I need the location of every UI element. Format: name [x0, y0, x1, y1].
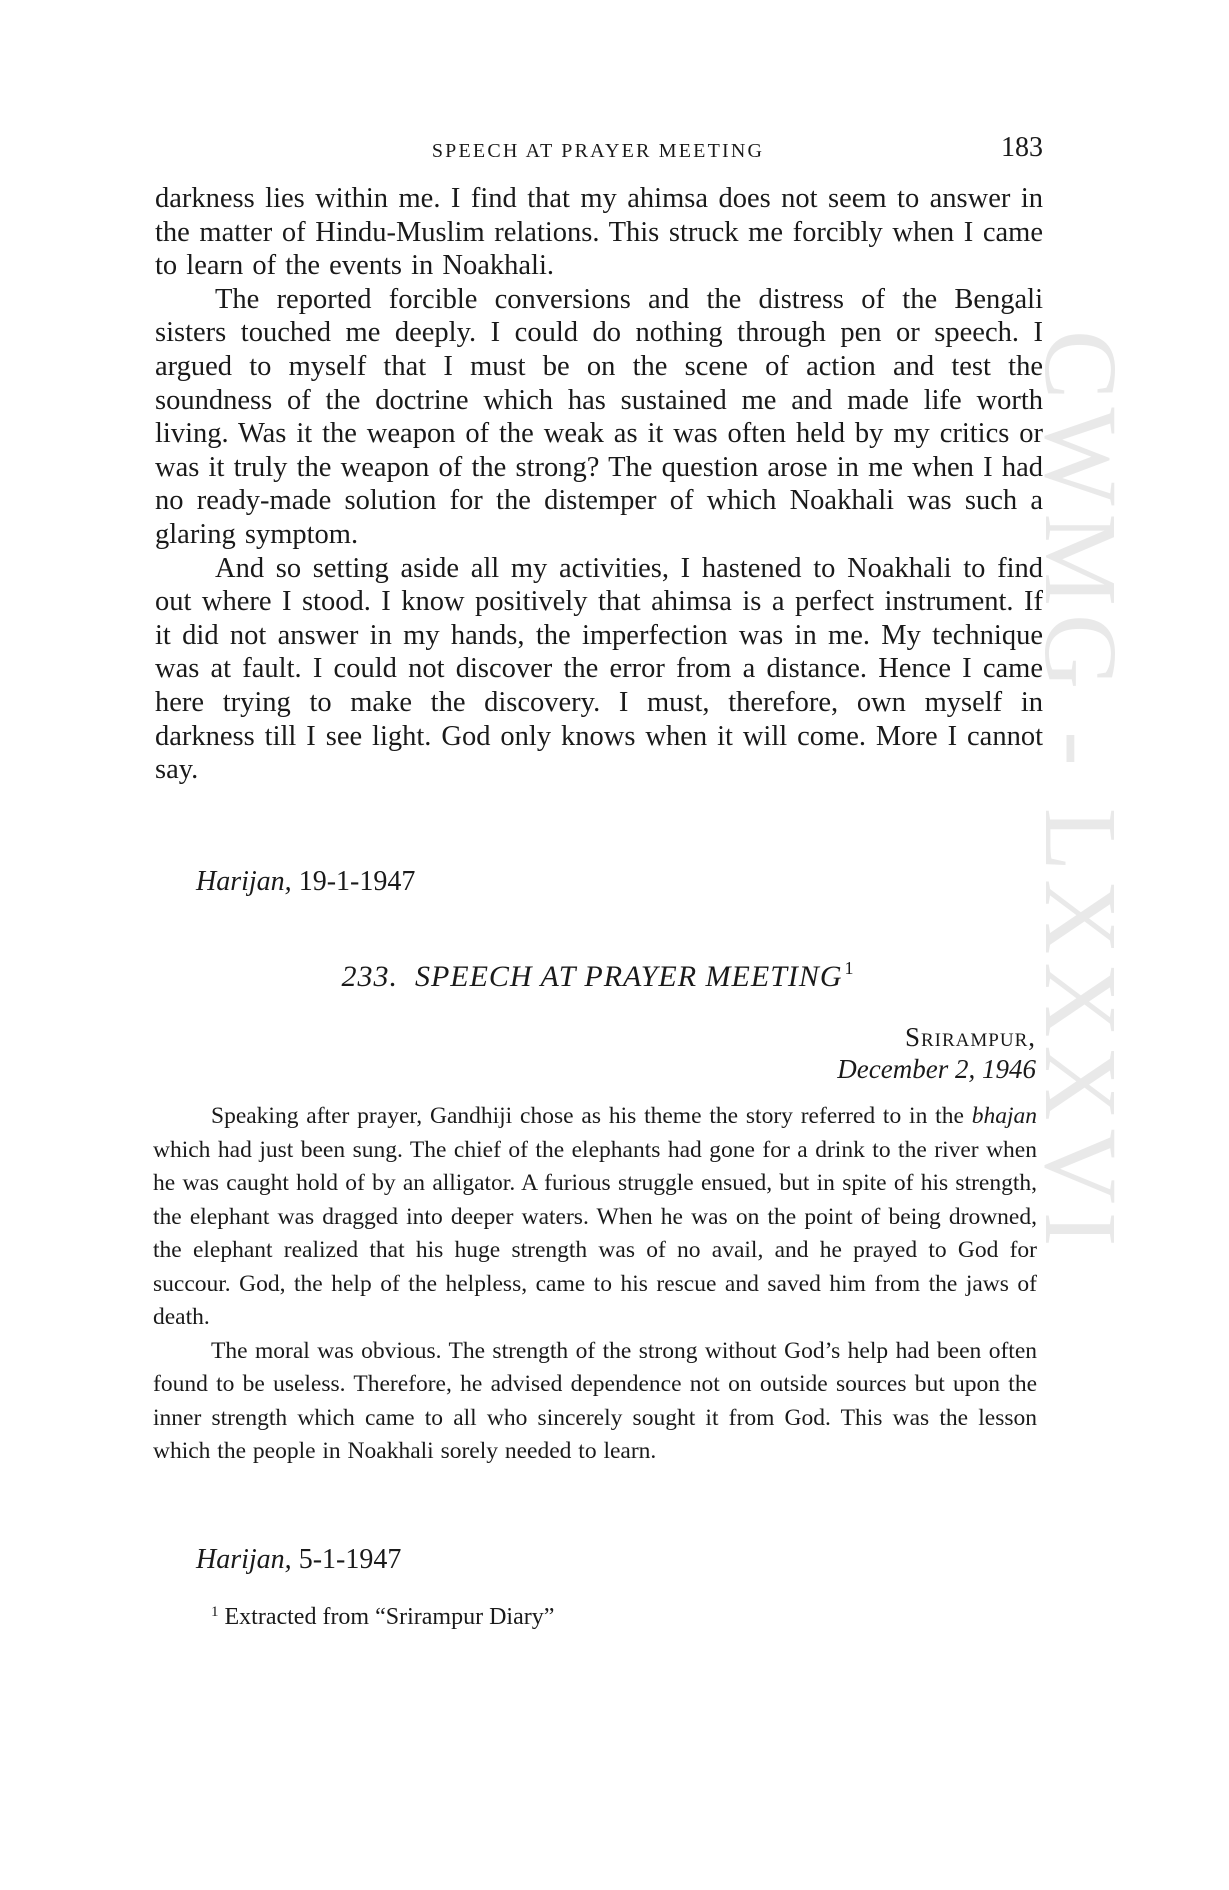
- paragraph: The moral was obvious. The strength of the strong without God’s help had been often found to be useless. Therefore, he advised dependence not on outside sources but upon the inner strength which came to all who sincerely sought it from God. This was the lesson which the people in Noakhali sorely needed to learn.: [153, 1337, 1037, 1464]
- page-number: 183: [1001, 132, 1043, 163]
- speech-report-text: [153, 1100, 1037, 1469]
- running-header: [153, 132, 1043, 176]
- continued-speech-text: [155, 182, 1043, 787]
- dateline-date: December 2, 1946: [837, 1054, 1036, 1084]
- running-title: SPEECH AT PRAYER MEETING: [431, 140, 765, 162]
- footnote-reference: 1: [844, 958, 855, 978]
- paragraph: And so setting aside all my activities, I hastened to Noakhali to find out where I stood. I know positively that ahimsa is a perfect instrument. If it did not answer in my hands, the imperfection was in me. My technique was at fault. I could not discover the error from a distance. Hence I came here trying to make the discovery. I must, therefore, own myself in darkness till I see light. God only knows when it will come. More I cannot say.: [155, 552, 1043, 786]
- source-title: Harijan,: [196, 1544, 292, 1575]
- paragraph: The reported forcible conversions and the distress of the Bengali sisters touched me deeply. I could do nothing through pen or speech. I argued to myself that I must be on the scene of action and test the soundness of the doctrine which has sustained me and made life worth living. Was it the weapon of the weak as it was often held by my critics or was it truly the weapon of the strong? The question arose in me when I had no ready-made solution for the distemper of which Noakhali was such a glaring symptom.: [155, 283, 1043, 550]
- source-date: 19-1-1947: [298, 866, 416, 897]
- paragraph: [153, 1100, 1037, 1335]
- paragraph-text: Speaking after prayer, Gandhiji chose as his theme the story referred to in the: [211, 1103, 972, 1129]
- section-heading: [153, 958, 1043, 994]
- italic-term: bhajan: [971, 1103, 1037, 1129]
- watermark: [1023, 330, 1170, 1550]
- footnote-mark: 1: [211, 1604, 219, 1620]
- source-citation: [196, 1544, 401, 1576]
- paragraph: darkness lies within me. I find that my ahimsa does not seem to answer in the matter of Hindu-Muslim relations. This struck me forcibly when I came to learn of the events in Noakhali.: [155, 183, 1043, 282]
- dateline-place: Srirampur,: [904, 1022, 1036, 1052]
- source-citation: [196, 866, 415, 898]
- section-title: 233. SPEECH AT PRAYER MEETING: [341, 960, 843, 993]
- source-title: Harijan,: [196, 866, 292, 897]
- paragraph-text: which had just been sung. The chief of the elephants had gone for a drink to the river when he was caught hold of by an alligator. A furious struggle ensued, but in spite of his strength, the elephant was dragged into deeper waters. When he was on the point of being drowned, the elephant realized that his huge strength was of no avail, and he prayed to God for succour. God, the help of the helpless, came to his rescue and saved him from the jaws of death.: [153, 1136, 1037, 1330]
- footnote-text: Extracted from “Srirampur Diary”: [224, 1604, 555, 1630]
- watermark-text: CWMG - LXXXVI: [1023, 330, 1138, 1255]
- source-date: 5-1-1947: [298, 1544, 402, 1575]
- footnote: [211, 1604, 554, 1631]
